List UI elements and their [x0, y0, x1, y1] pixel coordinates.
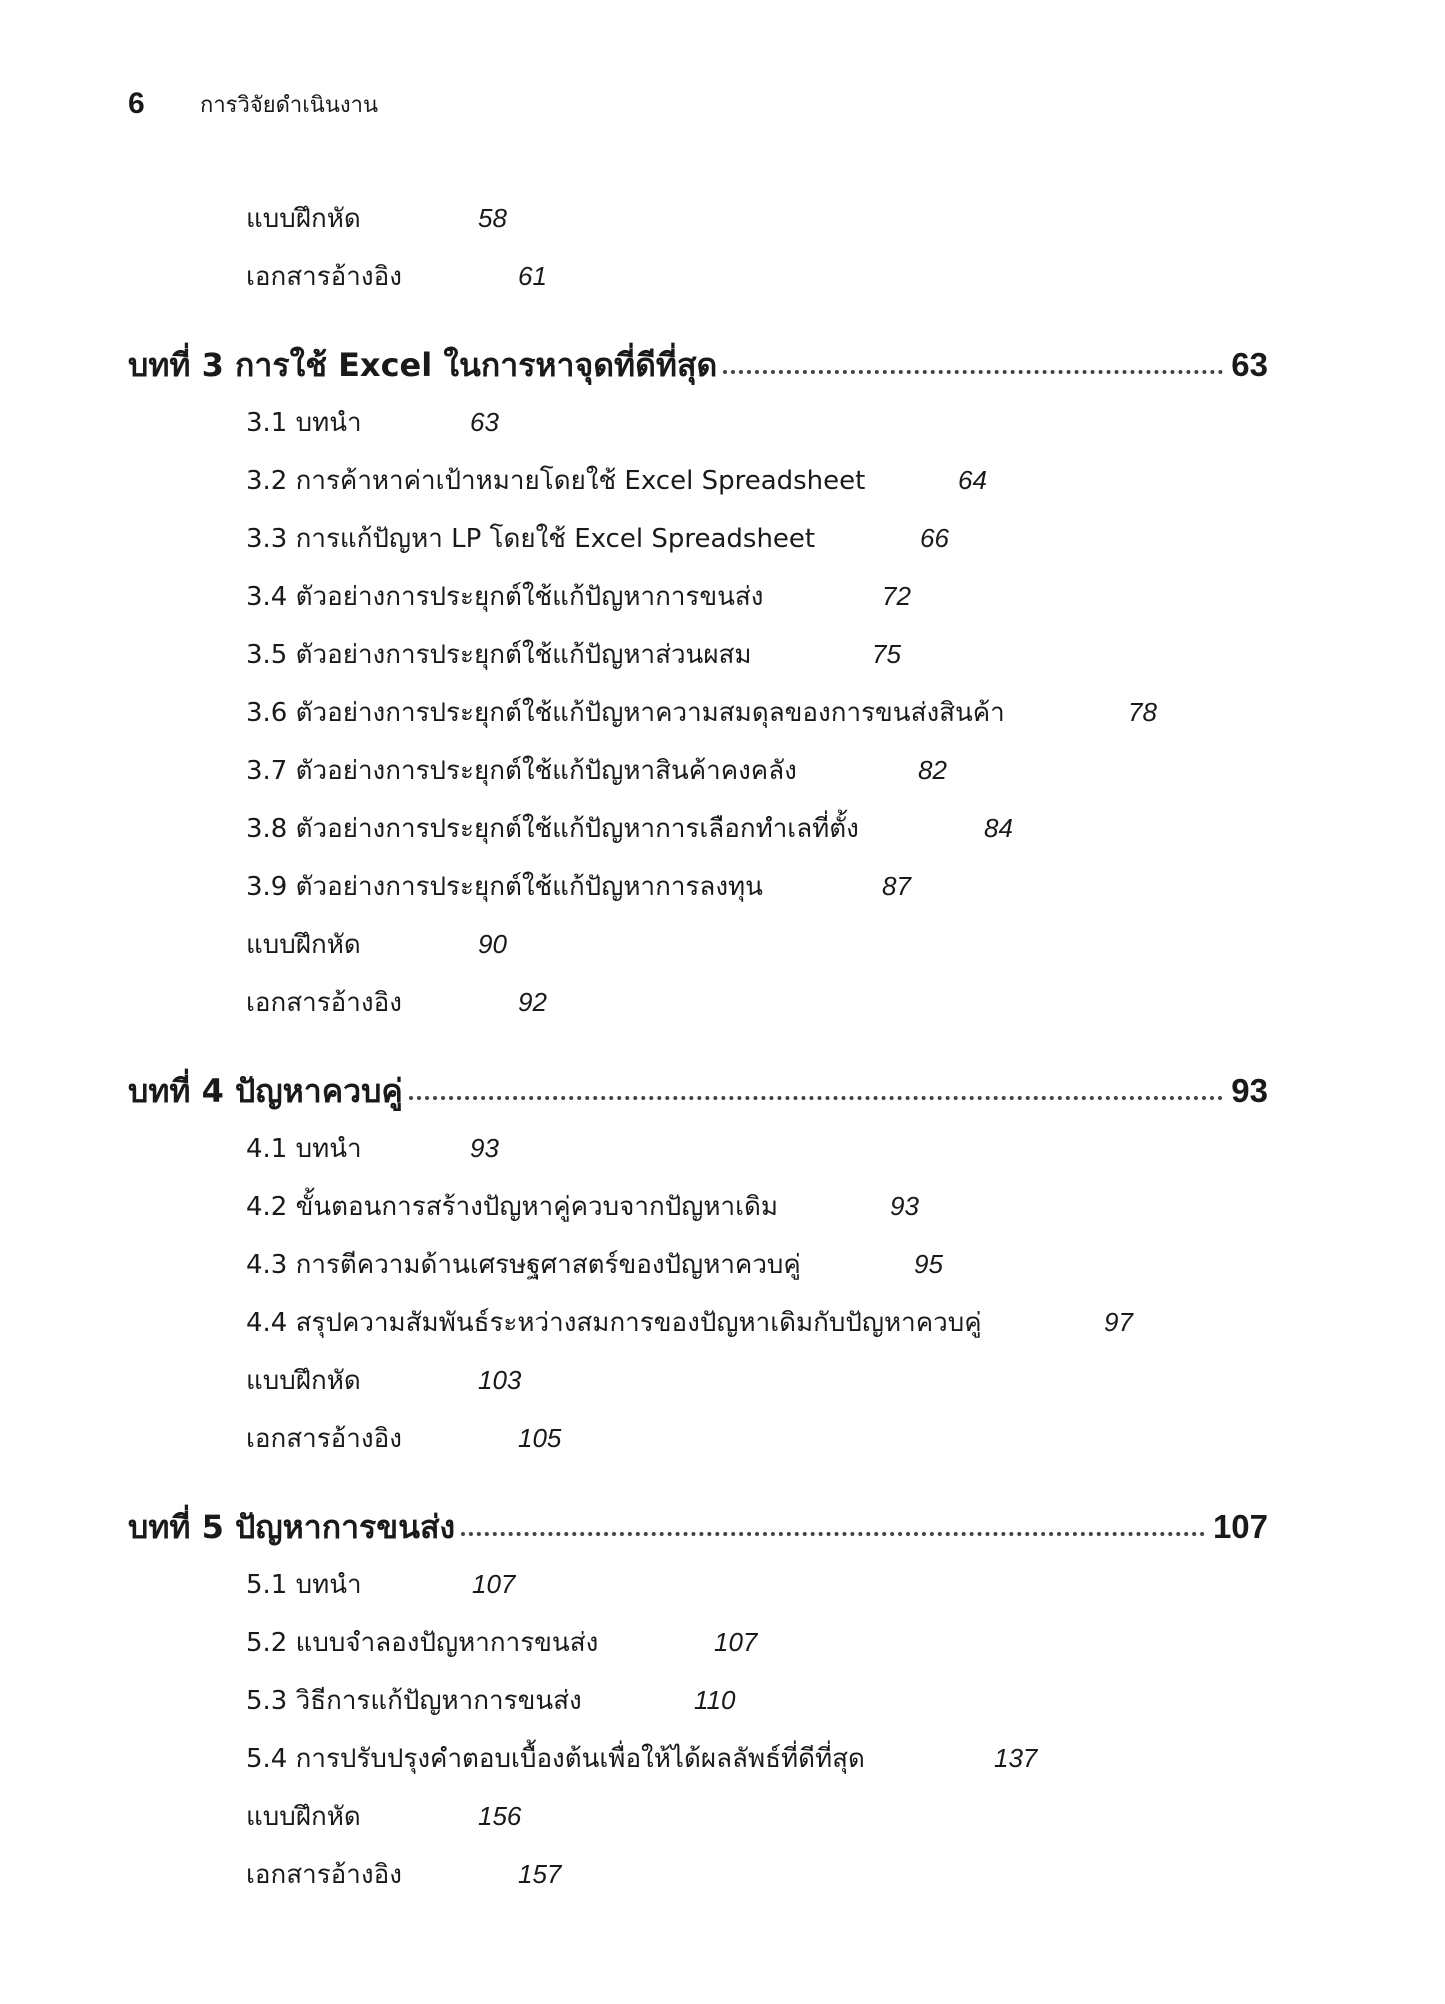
toc-entry-label: 3.9 ตัวอย่างการประยุกต์ใช้แก้ปัญหาการลงทุน: [246, 871, 763, 902]
toc-entry[interactable]: [246, 980, 547, 1024]
toc-entry-page: 61: [518, 260, 547, 291]
toc-entry-label: แบบฝึกหัด: [246, 203, 361, 234]
toc-entry-page: 97: [1104, 1306, 1133, 1337]
toc-entry-page: 95: [914, 1248, 943, 1279]
dot-leader: [461, 1532, 1205, 1536]
toc-entry-page: 107: [472, 1568, 516, 1599]
toc-entry-label: 4.4 สรุปความสัมพันธ์ระหว่างสมการของปัญหาเดิมกับปัญหาควบคู่: [246, 1307, 982, 1338]
chapter-title: บทที่ 3 การใช้ Excel ในการหาจุดที่ดีที่สุด: [128, 345, 718, 384]
toc-entry[interactable]: [246, 748, 947, 792]
toc-entry-label: 5.1 บทนำ: [246, 1569, 362, 1600]
toc-entry-label: 3.4 ตัวอย่างการประยุกต์ใช้แก้ปัญหาการขนส่ง: [246, 581, 764, 612]
toc-entry[interactable]: [246, 922, 507, 966]
toc-entry-page: 93: [890, 1190, 919, 1221]
toc-entry[interactable]: [246, 1358, 521, 1402]
toc-entry-page: 156: [478, 1800, 522, 1831]
toc-entry-label: 3.2 การค้าหาค่าเป้าหมายโดยใช้ Excel Spreadsheet: [246, 465, 866, 496]
dot-leader: [409, 1096, 1224, 1100]
toc-entry-page: 137: [994, 1742, 1038, 1773]
toc-entry[interactable]: [246, 1184, 919, 1228]
toc-entry-label: แบบฝึกหัด: [246, 929, 361, 960]
toc-entry[interactable]: [246, 574, 911, 618]
chapter-page: 107: [1212, 1508, 1268, 1545]
toc-entry[interactable]: [246, 690, 1157, 734]
toc-entry-label: เอกสารอ้างอิง: [246, 261, 402, 292]
toc-entry-label: 3.8 ตัวอย่างการประยุกต์ใช้แก้ปัญหาการเลือกทำเลที่ตั้ง: [246, 813, 859, 844]
toc-entry[interactable]: [246, 1678, 735, 1722]
toc-entry-label: 3.7 ตัวอย่างการประยุกต์ใช้แก้ปัญหาสินค้าคงคลัง: [246, 755, 797, 786]
toc-entry-label: เอกสารอ้างอิง: [246, 1423, 402, 1454]
chapter-title: บทที่ 4 ปัญหาควบคู่: [128, 1071, 403, 1110]
toc-entry-page: 64: [958, 464, 987, 495]
book-title: การวิจัยดำเนินงาน: [200, 92, 378, 118]
toc-entry-label: 5.4 การปรับปรุงคำตอบเบื้องต้นเพื่อให้ได้ผลลัพธ์ที่ดีที่สุด: [246, 1743, 865, 1774]
dot-leader: [723, 370, 1223, 374]
toc-entry[interactable]: [246, 254, 547, 298]
toc-entry[interactable]: [246, 806, 1013, 850]
toc-entry-page: 72: [882, 580, 911, 611]
toc-entry-page: 75: [872, 638, 901, 669]
toc-entry-label: 5.2 แบบจำลองปัญหาการขนส่ง: [246, 1627, 599, 1658]
toc-entry[interactable]: [246, 196, 507, 240]
toc-entry[interactable]: [246, 632, 901, 676]
chapter-title: บทที่ 5 ปัญหาการขนส่ง: [128, 1507, 456, 1546]
toc-entry-page: 103: [478, 1364, 522, 1395]
toc-entry-page: 90: [478, 928, 507, 959]
chapter-page: 63: [1231, 346, 1268, 383]
toc-chapter-4[interactable]: [128, 1064, 1268, 1118]
toc-entry[interactable]: [246, 1794, 521, 1838]
toc-entry[interactable]: [246, 1126, 499, 1170]
toc-entry-page: 105: [518, 1422, 562, 1453]
toc-entry-page: 78: [1128, 696, 1157, 727]
toc-entry-label: 4.3 การตีความด้านเศรษฐศาสตร์ของปัญหาควบคู่: [246, 1249, 801, 1280]
toc-entry-page: 110: [694, 1684, 736, 1715]
toc-entry-label: 3.5 ตัวอย่างการประยุกต์ใช้แก้ปัญหาส่วนผสม: [246, 639, 752, 670]
toc-entry[interactable]: [246, 400, 499, 444]
toc-entry-page: 58: [478, 202, 507, 233]
toc-entry-label: แบบฝึกหัด: [246, 1801, 361, 1832]
toc-entry-label: แบบฝึกหัด: [246, 1365, 361, 1396]
running-head: [128, 84, 378, 124]
toc-entry[interactable]: [246, 1620, 757, 1664]
toc-entry-label: 3.3 การแก้ปัญหา LP โดยใช้ Excel Spreadsheet: [246, 523, 816, 554]
toc-chapter-3[interactable]: [128, 338, 1268, 392]
toc-entry-page: 66: [920, 522, 949, 553]
toc-entry-label: 5.3 วิธีการแก้ปัญหาการขนส่ง: [246, 1685, 582, 1716]
toc-entry[interactable]: [246, 1242, 943, 1286]
toc-entry[interactable]: [246, 1416, 561, 1460]
toc-entry-label: เอกสารอ้างอิง: [246, 987, 402, 1018]
page-number: 6: [128, 87, 145, 120]
toc-entry[interactable]: [246, 1562, 515, 1606]
toc-entry-page: 92: [518, 986, 547, 1017]
toc-entry[interactable]: [246, 864, 911, 908]
toc-entry[interactable]: [246, 1852, 561, 1896]
toc-entry-label: 4.1 บทนำ: [246, 1133, 362, 1164]
toc-chapter-5[interactable]: [128, 1500, 1268, 1554]
toc-entry[interactable]: [246, 516, 949, 560]
toc-entry-page: 84: [984, 812, 1013, 843]
toc-entry-page: 87: [882, 870, 911, 901]
toc-entry-page: 157: [518, 1858, 562, 1889]
toc-entry-label: 3.1 บทนำ: [246, 407, 362, 438]
toc-entry[interactable]: [246, 1300, 1133, 1344]
toc-entry-label: เอกสารอ้างอิง: [246, 1859, 402, 1890]
toc-entry-page: 82: [918, 754, 947, 785]
chapter-page: 93: [1231, 1072, 1268, 1109]
toc-entry[interactable]: [246, 458, 987, 502]
toc-entry[interactable]: [246, 1736, 1037, 1780]
toc-entry-page: 107: [714, 1626, 758, 1657]
toc-entry-page: 93: [470, 1132, 499, 1163]
toc-entry-label: 4.2 ขั้นตอนการสร้างปัญหาคู่ควบจากปัญหาเดิม: [246, 1191, 779, 1222]
toc-entry-page: 63: [470, 406, 499, 437]
toc-entry-label: 3.6 ตัวอย่างการประยุกต์ใช้แก้ปัญหาความสมดุลของการขนส่งสินค้า: [246, 697, 1005, 728]
